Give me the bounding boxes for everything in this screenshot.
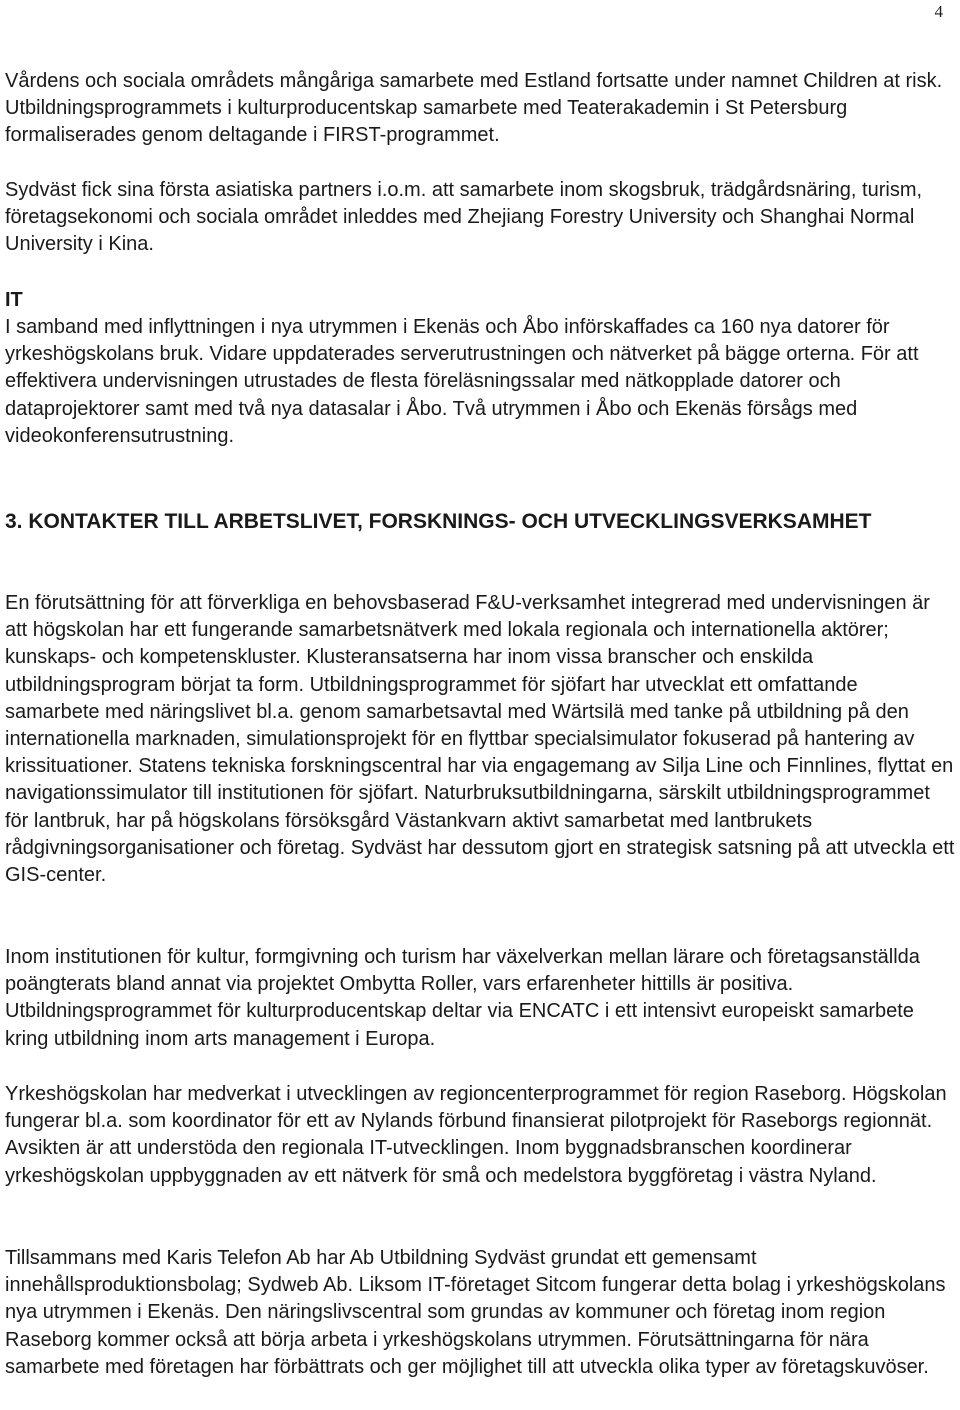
section-3-paragraph-4: Tillsammans med Karis Telefon Ab har Ab Utbildning Sydväst grundat ett gemensamt innehållsproduktionsbolag; Sydweb Ab. Liksom IT-företaget Sitcom fungerar detta bolag i yrkeshögskolans nya utrymmen i Ekenäs. Den näringslivscentral som grundas av kommuner och företag inom region Raseborg kommer också att börja arbeta i yrkeshögskolans utrymmen. Förutsättningarna för nära samarbete med företagen har förbättrats och ger möjlighet till att utveckla olika typer av företagskuvöser.	[5, 1247, 946, 1378]
paragraph-asian-partners: Sydväst fick sina första asiatiska partners i.o.m. att samarbete inom skogsbruk, trädgårdsnäring, turism, företagsekonomi och sociala området inleddes med Zhejiang Forestry University och Shanghai Normal University i Kina.	[5, 179, 923, 256]
paragraph-estland: Vårdens och sociala områdets mångåriga samarbete med Estland fortsatte under namnet Children at risk. Utbildningsprogrammets i kulturproducentskap samarbete med Teaterakademin i St Petersburg formaliserades genom deltagande i FIRST-programmet.	[5, 70, 943, 147]
page-number: 4	[934, 2, 943, 21]
it-heading: IT	[5, 289, 23, 311]
section-3-paragraph-2: Inom institutionen för kultur, formgivning och turism har växelverkan mellan lärare och företagsanställda poängterats bland annat via projektet Ombytta Roller, vars erfarenheter hittills är positiva. Utbildningsprogrammet för kulturproducentskap deltar via ENCATC i ett intensivt europeiskt samarbete kring utbildning inom arts management i Europa.	[5, 946, 920, 1050]
section-3-paragraph-3: Yrkeshögskolan har medverkat i utvecklingen av regioncenterprogrammet för region Raseborg. Högskolan fungerar bl.a. som koordinator för ett av Nylands förbund finansierat pilotprojekt för Raseborgs regionnät. Avsikten är att understöda den regionala IT-utvecklingen. Inom byggnadsbranschen koordinerar yrkeshögskolan uppbyggnaden av ett nätverk för små och medelstora byggföretag i västra Nyland.	[5, 1083, 947, 1187]
section-3-heading: 3. KONTAKTER TILL ARBETSLIVET, FORSKNINGS- OCH UTVECKLINGSVERKSAMHET	[5, 510, 872, 533]
it-paragraph: I samband med inflyttningen i nya utrymmen i Ekenäs och Åbo införskaffades ca 160 nya datorer för yrkeshögskolans bruk. Vidare uppdaterades serverutrustningen och nätverket på bägge orterna. För att effektivera undervisningen utrustades de flesta föreläsningssalar med nätkopplade datorer och dataprojektorer samt med två nya datasalar i Åbo. Två utrymmen i Åbo och Ekenäs försågs med videokonferensutrustning.	[5, 316, 919, 447]
section-3-paragraph-1: En förutsättning för att förverkliga en behovsbaserad F&U-verksamhet integrerad med undervisningen är att högskolan har ett fungerande samarbetsnätverk med lokala regionala och internationella aktörer; kunskaps- och kompetenskluster. Klusteransatserna har inom vissa branscher och enskilda utbildningsprogram börjat ta form. Utbildningsprogrammet för sjöfart har utvecklat ett omfattande samarbete med näringslivet bl.a. genom samarbetsavtal med Wärtsilä med tanke på utbildning på den internationella marknaden, simulationsprojekt för en flyttbar specialsimulator fokuserad på hantering av krissituationer. Statens tekniska forskningscentral har via engagemang av Silja Line och Finnlines, flyttat en navigationssimulator till institutionen för sjöfart. Naturbruksutbildningarna, särskilt utbildningsprogrammet för lantbruk, har på högskolans försöksgård Västankvarn aktivt samarbetat med lantbrukets rådgivningsorganisationer och företag. Sydväst har dessutom gjort en strategisk satsning på att utveckla ett GIS-center.	[5, 592, 955, 887]
